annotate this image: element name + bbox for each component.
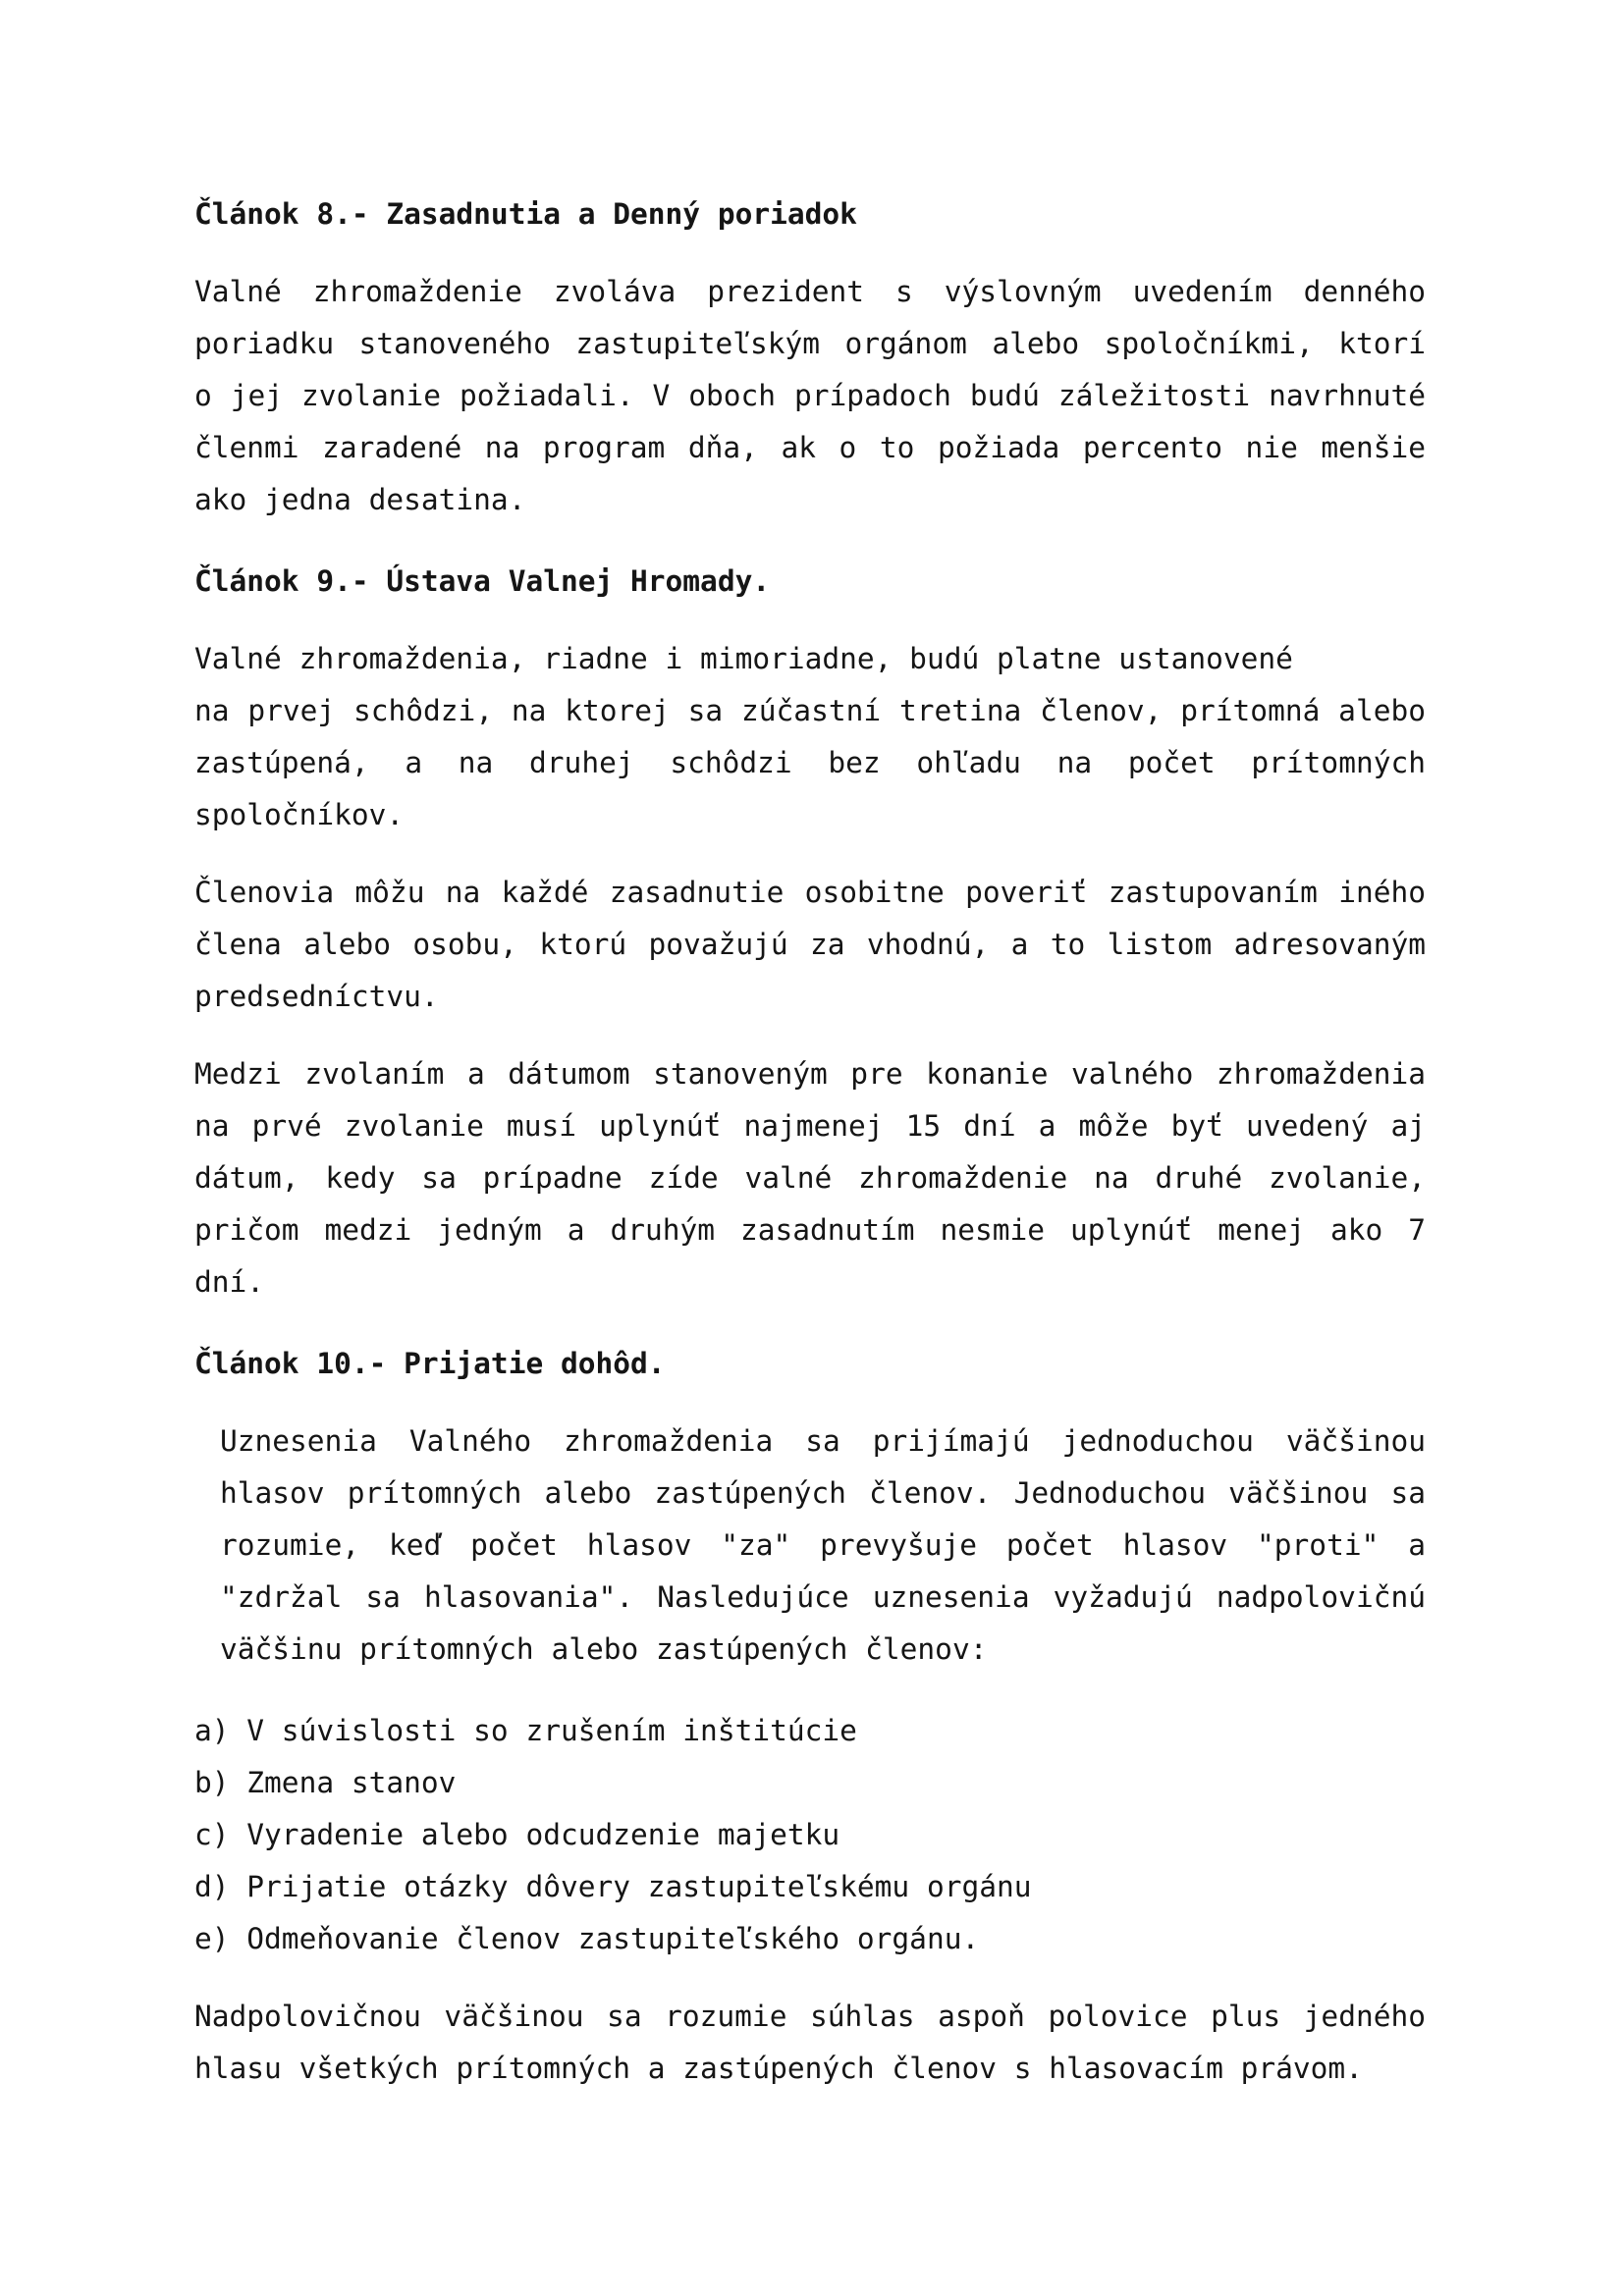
article-8-paragraph-1 [194, 266, 1426, 526]
text-line: člena alebo osobu, ktorú považujú za vhodnú, a to listom adresovaným [194, 928, 1426, 961]
text-line: členmi zaradené na program dňa, ak o to požiada percento nie menšie [194, 431, 1426, 464]
text-line: spoločníkov. [194, 798, 405, 831]
text-line: zastúpená, a na druhej schôdzi bez ohľadu na počet prítomných [194, 746, 1426, 779]
article-9-title: Článok 9.- Ústava Valnej Hromady. [194, 564, 771, 598]
list-item: b) Zmena stanov [194, 1766, 457, 1799]
article-10-heading [194, 1338, 1426, 1390]
text-line: Uznesenia Valného zhromaždenia sa prijímajú jednoduchou väčšinou [220, 1424, 1426, 1458]
article-8-title: Článok 8.- Zasadnutia a Denný poriadok [194, 197, 857, 231]
text-line: poriadku stanoveného zastupiteľským orgánom alebo spoločníkmi, ktorí [194, 327, 1426, 360]
text-line: na prvej schôdzi, na ktorej sa zúčastní tretina členov, prítomná alebo [194, 694, 1426, 727]
text-line: Valné zhromaždenie zvoláva prezident s výslovným uvedením denného [194, 275, 1426, 308]
article-10-paragraph-1 [194, 1415, 1426, 1676]
text-line: Valné zhromaždenia, riadne i mimoriadne, budú platne ustanovené [194, 642, 1293, 675]
article-8-heading [194, 188, 1426, 240]
article-9-heading [194, 556, 1426, 608]
text-line: pričom medzi jedným a druhým zasadnutím nesmie uplynúť menej ako 7 [194, 1213, 1426, 1247]
text-line: Členovia môžu na každé zasadnutie osobitne poveriť zastupovaním iného [194, 876, 1426, 909]
text-line: väčšinu prítomných alebo zastúpených členov: [220, 1632, 988, 1666]
article-9-paragraph-2 [194, 867, 1426, 1023]
list-item: e) Odmeňovanie členov zastupiteľského orgánu. [194, 1922, 980, 1955]
text-line: rozumie, keď počet hlasov "za" prevyšuje počet hlasov "proti" a [220, 1528, 1426, 1562]
text-line: predsedníctvu. [194, 980, 439, 1013]
article-10-list [194, 1705, 1426, 1965]
text-line: Medzi zvolaním a dátumom stanoveným pre konanie valného zhromaždenia [194, 1057, 1426, 1091]
article-9-paragraph-1 [194, 633, 1426, 841]
text-line: dátum, kedy sa prípadne zíde valné zhromaždenie na druhé zvolanie, [194, 1161, 1426, 1195]
text-line: hlasu všetkých prítomných a zastúpených členov s hlasovacím právom. [194, 2052, 1363, 2085]
list-item: a) V súvislosti so zrušením inštitúcie [194, 1714, 857, 1747]
article-10-title: Článok 10.- Prijatie dohôd. [194, 1347, 666, 1380]
text-line: ako jedna desatina. [194, 483, 526, 516]
document-text-block [194, 188, 1426, 2120]
list-item: c) Vyradenie alebo odcudzenie majetku [194, 1818, 840, 1851]
article-9-paragraph-3 [194, 1048, 1426, 1308]
text-line: o jej zvolanie požiadali. V oboch prípadoch budú záležitosti navrhnuté [194, 379, 1426, 412]
text-line: hlasov prítomných alebo zastúpených členov. Jednoduchou väčšinou sa [220, 1476, 1426, 1510]
text-line: "zdržal sa hlasovania". Nasledujúce uznesenia vyžadujú nadpolovičnú [220, 1580, 1426, 1614]
text-line: na prvé zvolanie musí uplynúť najmenej 15 dní a môže byť uvedený aj [194, 1109, 1426, 1143]
text-line: Nadpolovičnou väčšinou sa rozumie súhlas aspoň polovice plus jedného [194, 2000, 1426, 2033]
list-item: d) Prijatie otázky dôvery zastupiteľskému orgánu [194, 1870, 1032, 1903]
article-10-paragraph-2 [194, 1991, 1426, 2095]
text-line: dní. [194, 1265, 265, 1299]
